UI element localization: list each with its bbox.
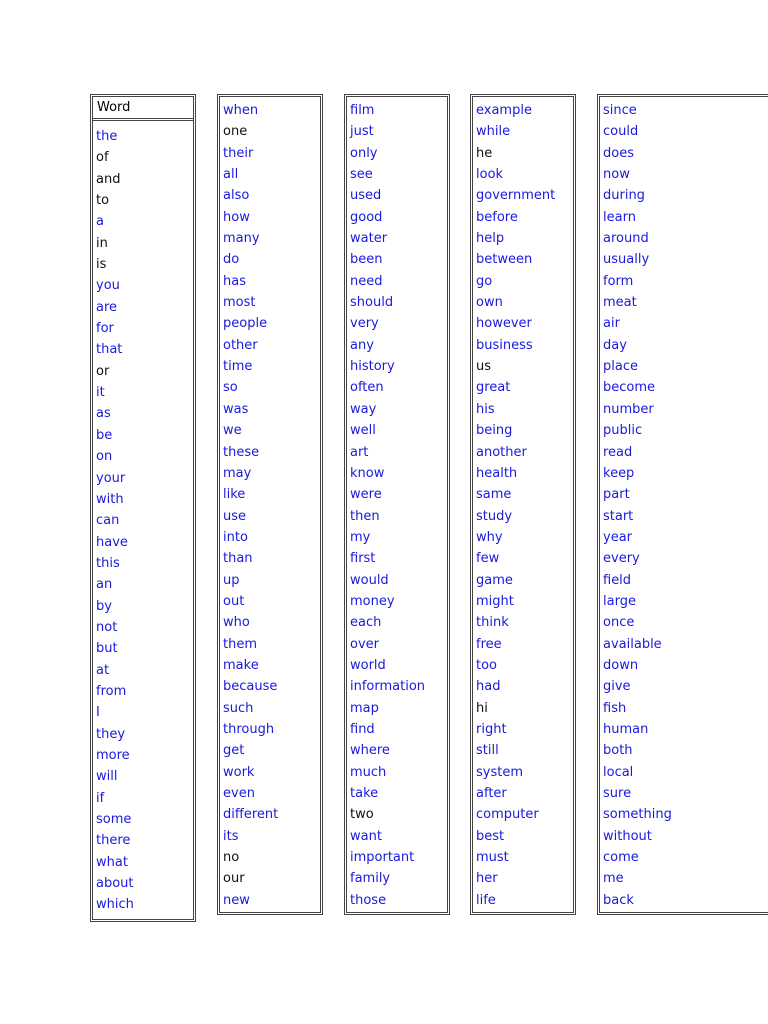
word-link[interactable]: you [96,278,120,294]
column-header: Word [93,97,193,121]
word-link[interactable]: be [96,427,113,443]
word-link[interactable]: available [603,636,662,652]
word-link[interactable]: many [223,231,260,247]
word-text: in [96,235,108,251]
word-text: and [96,171,121,187]
word-column-4 [470,94,576,915]
word-link[interactable]: been [350,252,383,268]
word-column-1 [90,94,196,922]
word-link[interactable]: since [603,103,637,118]
word-link[interactable]: water [350,231,388,247]
word-link[interactable]: take [350,786,379,801]
word-text: our [223,871,245,887]
word-link[interactable]: at [96,662,110,678]
word-link[interactable]: with [96,491,124,507]
word-link[interactable]: can [96,513,120,529]
word-link[interactable]: your [96,470,126,486]
word-link[interactable]: were [350,487,382,503]
word-link[interactable]: even [223,786,255,801]
word-link[interactable]: might [476,593,514,609]
word-link[interactable]: family [350,871,391,887]
word-link[interactable]: was [223,401,249,417]
word-link[interactable]: government [476,188,556,204]
word-link[interactable]: their [223,145,254,161]
word-link[interactable]: learn [603,209,636,225]
word-text: hi [476,700,488,716]
word-link[interactable]: a [96,214,104,230]
word-link[interactable]: after [476,786,507,801]
word-link[interactable]: business [476,337,533,353]
word-link[interactable]: who [223,615,250,631]
word-link[interactable]: important [350,850,415,866]
word-link[interactable]: right [476,721,507,737]
word-link[interactable]: does [603,145,634,161]
word-link[interactable]: other [223,337,258,353]
word-link[interactable]: from [96,683,127,699]
word-link[interactable]: go [476,273,493,289]
word-link[interactable]: has [223,273,246,289]
word-link[interactable]: give [603,679,631,695]
word-link[interactable]: for [96,321,114,337]
word-link[interactable]: this [96,555,120,571]
word-link[interactable]: way [350,401,377,417]
word-link[interactable]: usually [603,252,650,268]
word-link[interactable]: money [350,593,395,609]
word-link[interactable]: start [603,508,634,524]
word-link[interactable]: me [603,871,624,887]
word-link[interactable]: how [223,209,250,225]
word-link[interactable]: must [476,850,509,866]
word-link[interactable]: both [603,743,633,759]
word-link[interactable]: study [476,508,513,524]
word-link[interactable]: public [603,423,643,439]
word-link[interactable]: sure [603,786,632,801]
word-link[interactable]: read [603,444,633,460]
word-link[interactable]: same [476,487,512,503]
word-link[interactable]: more [96,747,130,763]
word-link[interactable]: good [350,209,383,225]
word-link[interactable]: do [223,252,240,268]
word-link[interactable]: another [476,444,527,460]
word-link[interactable]: her [476,871,498,887]
word-text: to [96,193,110,209]
word-link[interactable]: something [603,807,672,823]
word-link[interactable]: year [603,529,633,545]
word-link[interactable]: health [476,465,518,481]
word-link[interactable]: the [96,129,118,144]
word-link[interactable]: I [96,705,100,721]
word-link[interactable]: see [350,167,373,183]
word-link[interactable]: we [223,423,242,439]
word-link[interactable]: now [603,167,630,183]
word-link[interactable]: but [96,641,118,657]
word-text: or [96,363,110,379]
word-link[interactable]: often [350,380,384,396]
word-link[interactable]: it [96,385,105,401]
word-text: of [96,150,109,166]
word-link[interactable]: use [223,508,247,524]
word-link[interactable]: may [223,465,252,481]
word-link[interactable]: when [223,103,259,118]
word-link[interactable]: during [603,188,645,204]
word-link[interactable]: some [96,812,132,827]
word-link[interactable]: map [350,700,379,716]
word-link[interactable]: fish [603,700,627,716]
word-link[interactable]: have [96,534,128,550]
word-link[interactable]: get [223,743,245,759]
word-column-2 [217,94,323,915]
word-link[interactable]: too [476,657,498,673]
word-link[interactable]: need [350,273,383,289]
word-link[interactable]: could [603,124,639,140]
word-link[interactable]: own [476,295,503,311]
word-link[interactable]: about [96,876,134,892]
word-link[interactable]: well [350,423,376,439]
word-link[interactable]: world [350,657,386,673]
word-link[interactable]: on [96,449,113,465]
word-link[interactable]: up [223,572,240,588]
word-link[interactable]: place [603,359,638,375]
word-link[interactable]: keep [603,465,635,481]
word-link[interactable]: before [476,209,518,225]
word-link[interactable]: work [223,764,255,780]
word-link[interactable]: every [603,551,640,567]
word-link[interactable]: still [476,743,499,759]
word-link[interactable]: such [223,700,254,716]
word-link[interactable]: will [96,769,118,785]
word-link[interactable]: want [350,828,382,844]
word-link[interactable]: just [350,124,374,140]
word-link[interactable]: which [96,897,134,913]
word-link[interactable]: down [603,657,639,673]
word-link[interactable]: like [223,487,246,503]
word-link[interactable]: much [350,764,387,780]
word-link[interactable]: day [603,337,627,353]
word-link[interactable]: local [603,764,634,780]
word-column-3 [344,94,450,915]
word-link[interactable]: them [223,636,257,652]
word-link[interactable]: where [350,743,390,759]
word-link[interactable]: an [96,577,113,593]
word-link[interactable]: without [603,828,652,844]
word-link[interactable]: most [223,295,256,311]
word-link[interactable]: these [223,444,260,460]
word-link[interactable]: they [96,726,126,742]
word-link[interactable]: new [223,892,250,908]
word-text: no [223,850,240,866]
word-link[interactable]: so [223,380,238,396]
word-text: us [476,359,492,375]
word-link[interactable]: being [476,423,513,439]
word-link[interactable]: out [223,593,245,609]
word-link[interactable]: why [476,529,503,545]
word-link[interactable]: system [476,764,523,780]
word-link[interactable]: than [223,551,253,567]
word-link[interactable]: should [350,295,394,311]
word-link[interactable]: as [96,406,111,422]
word-link[interactable]: example [476,103,532,118]
word-link[interactable]: what [96,854,128,870]
word-link[interactable]: into [223,529,248,545]
word-link[interactable]: then [350,508,380,524]
word-link[interactable]: meat [603,295,637,311]
word-text: he [476,145,493,161]
word-link[interactable]: that [96,342,123,358]
word-link[interactable]: large [603,593,636,609]
word-link[interactable]: know [350,465,385,481]
word-link[interactable]: film [350,103,375,118]
word-link[interactable]: there [96,833,131,849]
word-link[interactable]: through [223,721,275,737]
word-link[interactable]: human [603,721,649,737]
word-link[interactable]: its [223,828,239,844]
word-link[interactable]: time [223,359,253,375]
word-link[interactable]: used [350,188,382,204]
word-link[interactable]: look [476,167,504,183]
word-column-5 [597,94,768,915]
word-link[interactable]: game [476,572,513,588]
word-link[interactable]: by [96,598,112,614]
word-link[interactable]: art [350,444,369,460]
word-link[interactable]: had [476,679,501,695]
word-link[interactable]: around [603,231,649,247]
word-link[interactable]: history [350,359,395,375]
word-link[interactable]: life [476,892,496,908]
word-link[interactable]: very [350,316,379,332]
word-link[interactable]: field [603,572,632,588]
word-link[interactable]: while [476,124,511,140]
word-link[interactable]: any [350,337,374,353]
word-link[interactable]: also [223,188,250,204]
word-link[interactable]: air [603,316,620,332]
word-link[interactable]: help [476,231,505,247]
word-link[interactable]: find [350,721,375,737]
word-link[interactable]: would [350,572,389,588]
word-link[interactable]: computer [476,807,539,823]
word-link[interactable]: free [476,636,502,652]
word-link[interactable]: over [350,636,379,652]
word-link[interactable]: those [350,892,387,908]
word-link[interactable]: however [476,316,532,332]
word-link[interactable]: his [476,401,495,417]
word-text: two [350,807,374,823]
word-link[interactable]: make [223,657,259,673]
word-link[interactable]: because [223,679,278,695]
word-link[interactable]: between [476,252,533,268]
word-link[interactable]: each [350,615,382,631]
word-link[interactable]: back [603,892,634,908]
word-link[interactable]: great [476,380,511,396]
word-link[interactable]: form [603,273,634,289]
word-link[interactable]: best [476,828,505,844]
word-link[interactable]: my [350,529,371,545]
word-link[interactable]: think [476,615,509,631]
word-link[interactable]: come [603,850,639,866]
word-link[interactable]: not [96,619,118,635]
word-link[interactable]: first [350,551,376,567]
word-link[interactable]: are [96,299,118,315]
word-link[interactable]: all [223,167,239,183]
word-link[interactable]: few [476,551,500,567]
word-link[interactable]: once [603,615,635,631]
word-text: is [96,257,107,273]
word-link[interactable]: number [603,401,654,417]
word-link[interactable]: only [350,145,378,161]
word-link[interactable]: become [603,380,656,396]
word-link[interactable]: part [603,487,630,503]
word-link[interactable]: information [350,679,426,695]
word-link[interactable]: people [223,316,268,332]
word-link[interactable]: if [96,790,105,806]
word-link[interactable]: different [223,807,279,823]
word-text: one [223,124,248,140]
